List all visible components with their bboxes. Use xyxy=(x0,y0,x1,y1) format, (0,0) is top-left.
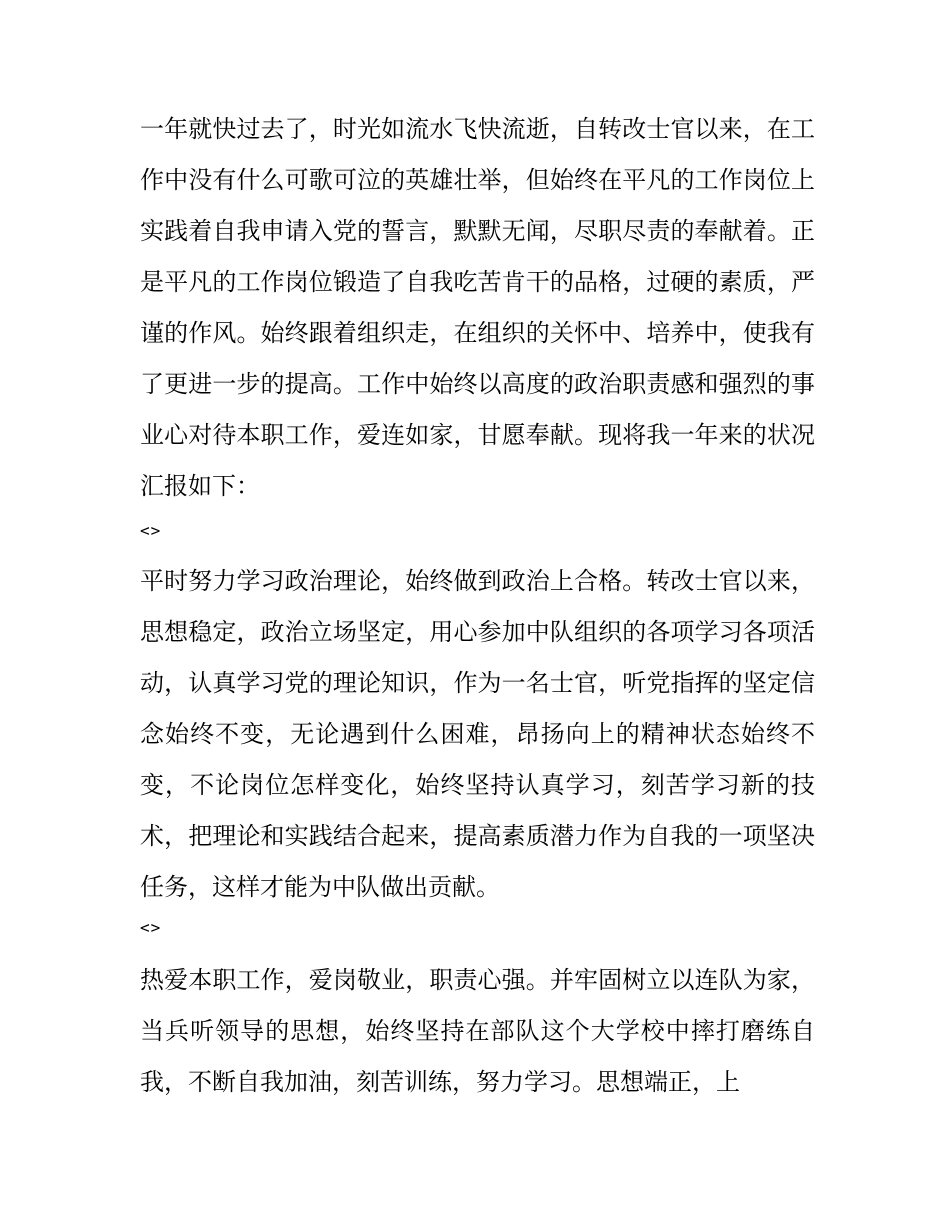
paragraph-intro: 一年就快过去了，时光如流水飞快流逝，自转改士官以来，在工作中没有什么可歌可泣的英雄壮举，但始终在平凡的工作岗位上实践着自我申请入党的誓言，默默无闻，尽职尽责的奉献着。正是平凡的工作岗位锻造了自我吃苦肯干的品格，过硬的素质，严谨的作风。始终跟着组织走，在组织的关怀中、培养中，使我有了更进一步的提高。工作中始终以高度的政治职责感和强烈的事业心对待本职工作，爱连如家，甘愿奉献。现将我一年来的状况汇报如下： xyxy=(140,115,815,500)
section-marker: <> xyxy=(140,521,162,540)
paragraph-political-study: 平时努力学习政治理论，始终做到政治上合格。转改士官以来，思想稳定，政治立场坚定，用心参加中队组织的各项学习各项活动，认真学习党的理论知识，作为一名士官，听党指挥的坚定信念始终不变，无论遇到什么困难，昂扬向上的精神状态始终不变，不论岗位怎样变化，始终坚持认真学习，刻苦学习新的技术，把理论和实践结合起来，提高素质潜力作为自我的一项坚决任务，这样才能为中队做出贡献。 xyxy=(140,567,815,901)
paragraph-work-dedication: 热爱本职工作，爱岗敬业，职责心强。并牢固树立以连队为家，当兵听领导的思想，始终坚持在部队这个大学校中摔打磨练自我，不断自我加油，刻苦训练，努力学习。思想端正，上 xyxy=(140,966,815,1096)
section-marker: <> xyxy=(140,918,162,937)
